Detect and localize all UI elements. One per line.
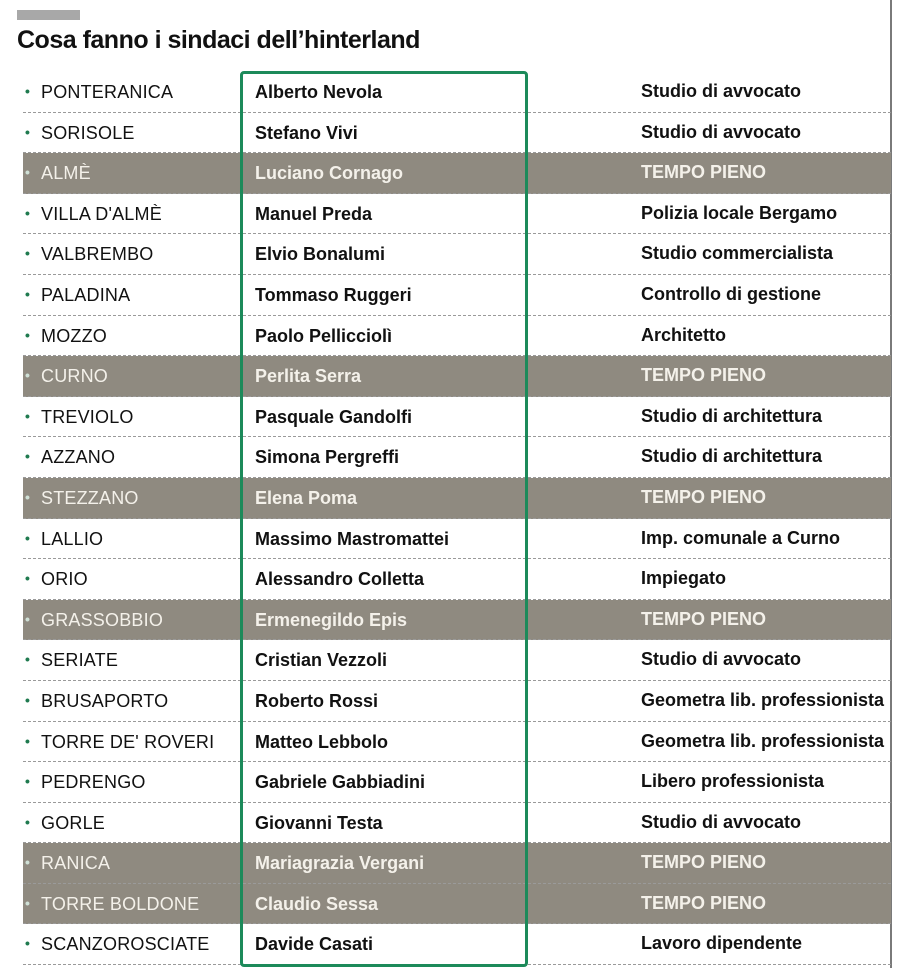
bullet-icon: • bbox=[25, 651, 30, 668]
town-name: GRASSOBBIO bbox=[41, 609, 164, 630]
town-name: SERIATE bbox=[41, 650, 119, 671]
bullet-icon: • bbox=[25, 935, 30, 952]
bullet-icon: • bbox=[25, 164, 30, 181]
mayor-name: Manuel Preda bbox=[255, 203, 373, 224]
mayor-occupation: TEMPO PIENO bbox=[641, 852, 767, 873]
table-row bbox=[23, 153, 891, 194]
town-name: VALBREMBO bbox=[41, 244, 154, 265]
mayor-occupation: Controllo di gestione bbox=[641, 283, 821, 304]
table-row bbox=[23, 762, 891, 803]
table-row bbox=[23, 803, 891, 844]
mayors-table bbox=[23, 72, 891, 965]
bullet-icon: • bbox=[25, 813, 30, 830]
mayor-name: Cristian Vezzoli bbox=[255, 650, 388, 671]
table-row bbox=[23, 316, 891, 357]
mayor-occupation: Geometra lib. professionista bbox=[641, 730, 885, 751]
table-row bbox=[23, 275, 891, 316]
bullet-icon: • bbox=[25, 773, 30, 790]
mayor-name: Pasquale Gandolfi bbox=[255, 406, 413, 427]
bullet-icon: • bbox=[25, 245, 30, 262]
mayor-name: Ermenegildo Epis bbox=[255, 609, 408, 630]
mayor-occupation: Impiegato bbox=[641, 568, 727, 589]
mayor-name: Simona Pergreffi bbox=[255, 447, 400, 468]
infographic-title: Cosa fanno i sindaci dell’hinterland bbox=[17, 26, 420, 54]
table-row bbox=[23, 356, 891, 397]
mayor-occupation: TEMPO PIENO bbox=[641, 162, 767, 183]
table-row bbox=[23, 437, 891, 478]
town-name: PALADINA bbox=[41, 284, 131, 305]
bullet-icon: • bbox=[25, 732, 30, 749]
table-row bbox=[23, 924, 891, 965]
mayor-name: Roberto Rossi bbox=[255, 690, 379, 711]
mayor-occupation: Polizia locale Bergamo bbox=[641, 202, 838, 223]
bullet-icon: • bbox=[25, 326, 30, 343]
mayor-name: Giovanni Testa bbox=[255, 812, 383, 833]
mayor-occupation: Studio di avvocato bbox=[641, 649, 802, 670]
bullet-icon: • bbox=[25, 285, 30, 302]
mayor-name: Davide Casati bbox=[255, 934, 374, 955]
town-name: RANICA bbox=[41, 853, 111, 874]
table-row bbox=[23, 72, 891, 113]
bullet-icon: • bbox=[25, 854, 30, 871]
town-name: SCANZOROSCIATE bbox=[41, 934, 210, 955]
bullet-icon: • bbox=[25, 123, 30, 140]
town-name: SORISOLE bbox=[41, 122, 135, 143]
table-row bbox=[23, 478, 891, 519]
town-name: TORRE BOLDONE bbox=[41, 893, 200, 914]
header-accent-bar bbox=[17, 10, 80, 20]
table-row bbox=[23, 681, 891, 722]
bullet-icon: • bbox=[25, 610, 30, 627]
table-row bbox=[23, 113, 891, 154]
town-name: TREVIOLO bbox=[41, 406, 134, 427]
mayor-name: Alessandro Colletta bbox=[255, 569, 425, 590]
bullet-icon: • bbox=[25, 570, 30, 587]
mayor-occupation: Geometra lib. professionista bbox=[641, 689, 885, 710]
table-row bbox=[23, 722, 891, 763]
mayor-occupation: Studio di avvocato bbox=[641, 811, 802, 832]
table-row bbox=[23, 600, 891, 641]
bullet-icon: • bbox=[25, 204, 30, 221]
bullet-icon: • bbox=[25, 691, 30, 708]
mayor-occupation: TEMPO PIENO bbox=[641, 608, 767, 629]
bullet-icon: • bbox=[25, 448, 30, 465]
mayor-occupation: Architetto bbox=[641, 324, 726, 345]
town-name: MOZZO bbox=[41, 325, 107, 346]
bullet-icon: • bbox=[25, 529, 30, 546]
mayor-occupation: Studio commercialista bbox=[641, 243, 834, 264]
mayor-name: Mariagrazia Vergani bbox=[255, 853, 425, 874]
table-row bbox=[23, 234, 891, 275]
table-row bbox=[23, 884, 891, 925]
mayor-name: Massimo Mastromattei bbox=[255, 528, 450, 549]
bullet-icon: • bbox=[25, 894, 30, 911]
mayor-occupation: Libero professionista bbox=[641, 771, 825, 792]
mayor-name: Claudio Sessa bbox=[255, 893, 379, 914]
mayor-name: Alberto Nevola bbox=[255, 82, 383, 102]
mayor-name: Elvio Bonalumi bbox=[255, 244, 386, 265]
mayor-occupation: Lavoro dipendente bbox=[641, 933, 803, 954]
town-name: BRUSAPORTO bbox=[41, 690, 169, 711]
mayor-name: Matteo Lebbolo bbox=[255, 731, 388, 752]
mayor-occupation: TEMPO PIENO bbox=[641, 892, 767, 913]
mayor-name: Luciano Cornago bbox=[255, 163, 403, 184]
mayor-occupation: TEMPO PIENO bbox=[641, 365, 767, 386]
town-name: TORRE DE' ROVERI bbox=[41, 731, 215, 752]
mayor-occupation: Studio di architettura bbox=[641, 446, 823, 467]
town-name: GORLE bbox=[41, 812, 106, 833]
mayor-name: Perlita Serra bbox=[255, 366, 362, 387]
town-name: LALLIO bbox=[41, 528, 104, 549]
mayor-name: Tommaso Ruggeri bbox=[255, 284, 412, 305]
table-row bbox=[23, 519, 891, 560]
mayor-name: Paolo Pellicciolì bbox=[255, 325, 393, 346]
mayor-name: Stefano Vivi bbox=[255, 122, 358, 143]
mayor-name: Elena Poma bbox=[255, 487, 358, 508]
town-name: AZZANO bbox=[41, 447, 116, 468]
table-row bbox=[23, 843, 891, 884]
town-name: STEZZANO bbox=[41, 487, 139, 508]
town-name: CURNO bbox=[41, 366, 108, 387]
bullet-icon: • bbox=[25, 367, 30, 384]
table-row bbox=[23, 559, 891, 600]
table-row bbox=[23, 397, 891, 438]
mayor-occupation: Studio di avvocato bbox=[641, 81, 802, 101]
table-row bbox=[23, 194, 891, 235]
town-name: PEDRENGO bbox=[41, 772, 146, 793]
town-name: ORIO bbox=[41, 569, 88, 590]
mayor-occupation: Imp. comunale a Curno bbox=[641, 527, 841, 548]
town-name: ALMÈ bbox=[41, 163, 91, 184]
bullet-icon: • bbox=[25, 407, 30, 424]
mayor-occupation: Studio di architettura bbox=[641, 405, 823, 426]
bullet-icon: • bbox=[25, 488, 30, 505]
table-row bbox=[23, 640, 891, 681]
town-name: VILLA D'ALMÈ bbox=[41, 203, 162, 224]
town-name: PONTERANICA bbox=[41, 82, 174, 102]
bullet-icon: • bbox=[25, 83, 30, 99]
mayor-name: Gabriele Gabbiadini bbox=[255, 772, 426, 793]
mayor-occupation: Studio di avvocato bbox=[641, 121, 802, 142]
mayor-occupation: TEMPO PIENO bbox=[641, 486, 767, 507]
